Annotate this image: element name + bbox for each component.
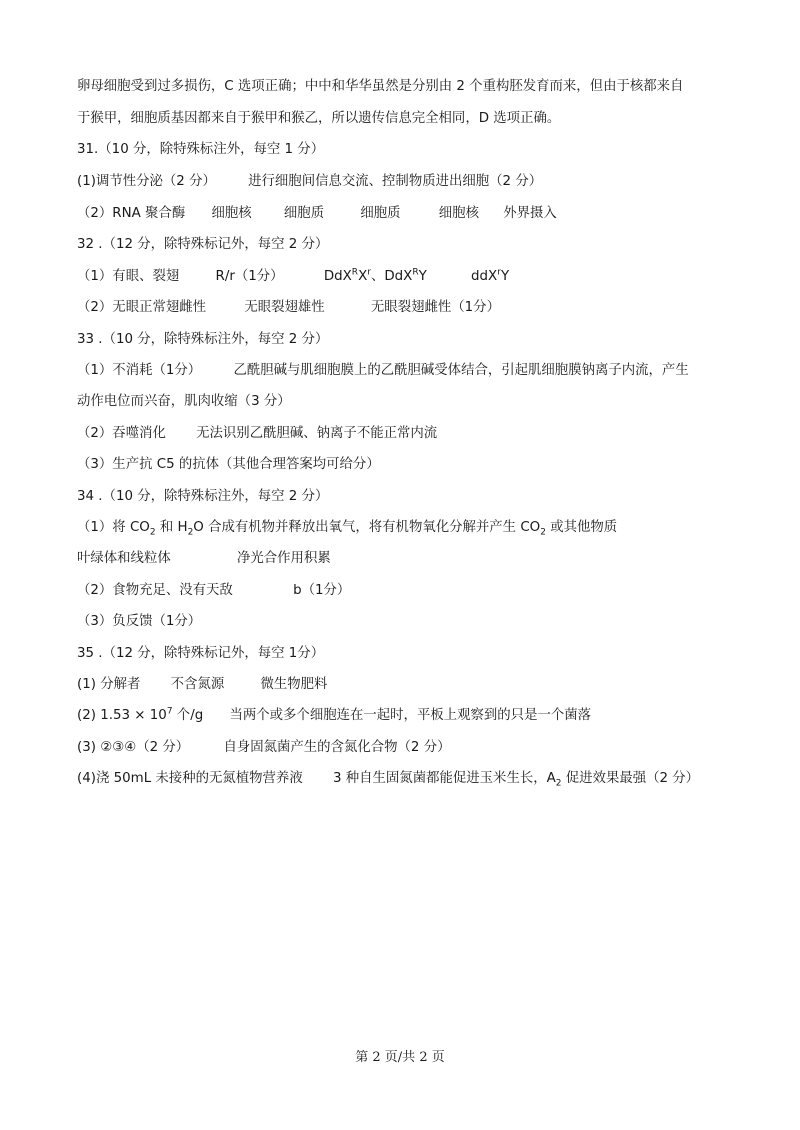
question-32-heading: 32 .（12 分，除特殊标记外，每空 2 分）	[77, 237, 329, 252]
answer-text: (4)浇 50mL 未接种的无氮植物营养液	[77, 771, 303, 786]
answer-text: 外界摄入	[503, 206, 557, 221]
answer-text: b（1分）	[293, 583, 351, 598]
question-35-answer-1	[77, 676, 327, 694]
answer-text: (3) ②③④（2 分）	[77, 740, 190, 755]
answer-text: (1)调节性分泌（2 分）	[77, 174, 216, 189]
answer-text: R/r（1分）	[215, 269, 284, 284]
answer-text: 不含氮源	[170, 677, 225, 692]
answer-text: （2）食物充足、没有天敌	[77, 583, 233, 598]
answer-text: 进行细胞间信息交流、控制物质进出细胞（2 分）	[248, 174, 543, 189]
answer-text: 细胞质	[360, 206, 401, 221]
question-35-answer-2	[77, 707, 591, 725]
answer-text: （3）生产抗 C5 的抗体（其他合理答案均可给分）	[77, 457, 380, 472]
answer-text: 无眼裂翅雌性（1分）	[370, 300, 500, 315]
question-31-answer-1	[77, 173, 542, 191]
answer-text: （1）不消耗（1分）	[77, 363, 202, 378]
answer-text: 动作电位而兴奋，肌肉收缩（3 分）	[77, 394, 291, 409]
answer-text: 当两个或多个细胞连在一起时，平板上观察到的只是一个菌落	[229, 708, 592, 723]
answer-text: 细胞质	[283, 206, 325, 221]
answer-text: 无眼裂翅雄性	[244, 300, 325, 315]
answer-text: （1）有眼、裂翅	[77, 269, 180, 284]
answer-text: 3 种自生固氮菌都能促进玉米生长，$A_2$ 促进效果最强（2 分）	[332, 771, 700, 789]
answer-text: （2）吞噬消化	[77, 426, 166, 441]
question-33-answer-1	[77, 362, 689, 380]
question-32-answer-1	[77, 268, 509, 286]
answer-text: 无法识别乙酰胆碱、钠离子不能正常内流	[196, 426, 438, 441]
question-32-answer-2	[77, 299, 500, 317]
question-35-answer-4	[77, 770, 699, 788]
question-34-answer-1b	[77, 550, 331, 568]
answer-text: 微生物肥料	[260, 677, 328, 692]
answer-text: （2）无眼正常翅雌性	[77, 300, 207, 315]
text-line	[77, 78, 683, 96]
answer-text: （2）RNA 聚合酶	[77, 206, 186, 221]
answer-text: 自身固氮菌产生的含氮化合物（2 分）	[223, 740, 451, 755]
question-33-answer-2	[77, 425, 437, 443]
text-line	[77, 110, 560, 128]
question-34-heading: 34 .（10 分，除特殊标注外，每空 2 分）	[77, 489, 329, 504]
answer-text: 细胞核	[211, 206, 252, 221]
answer-text: 叶绿体和线粒体	[77, 551, 171, 566]
paragraph-text: 卵母细胞受到过多损伤，C 选项正确；中中和华华虽然是分别由 2 个重构胚发育而来，但由于核都来自	[77, 79, 684, 94]
genotype-text: $DdX^RX^r$、DdX$^R$Y	[323, 267, 427, 284]
genotype-text: ddX$^r$Y	[471, 267, 510, 284]
page-number: 第 2 页/共 2 页	[355, 1050, 445, 1065]
answer-text: 细胞核	[438, 206, 479, 221]
answer-text: （3）负反馈（1分）	[77, 614, 202, 629]
answer-text: （1）将 $CO_2$ 和 $H_2O$ 合成有机物并释放出氧气，将有机物氧化分解并产生 $CO_2$ 或其他物质	[77, 520, 618, 538]
question-31-answer-2	[77, 205, 557, 223]
paragraph-text: 于猴甲，细胞质基因都来自于猴甲和猴乙，所以遗传信息完全相同，D 选项正确。	[77, 111, 561, 126]
question-35-answer-3	[77, 739, 450, 757]
answer-text: 乙酰胆碱与肌细胞膜上的乙酰胆碱受体结合，引起肌细胞膜钠离子内流，产生	[233, 363, 689, 378]
question-33-answer-1-cont	[77, 393, 291, 411]
question-35-heading: 35 .（12 分，除特殊标记外，每空 1分）	[77, 646, 325, 661]
question-33-answer-3	[77, 456, 380, 474]
question-33-heading: 33 .（10 分，除特殊标注外，每空 2 分）	[77, 332, 329, 347]
question-34-answer-1	[77, 519, 617, 537]
answer-text: (2) $1.53 \times 10^7$ 个/g	[77, 706, 204, 723]
question-31-heading: 31.（10 分，除特殊标注外，每空 1 分）	[77, 142, 325, 157]
answer-text: (1) 分解者	[77, 677, 141, 692]
question-34-answer-2	[77, 582, 350, 600]
question-34-answer-3	[77, 613, 201, 631]
answer-text: 净光合作用积累	[237, 551, 331, 566]
